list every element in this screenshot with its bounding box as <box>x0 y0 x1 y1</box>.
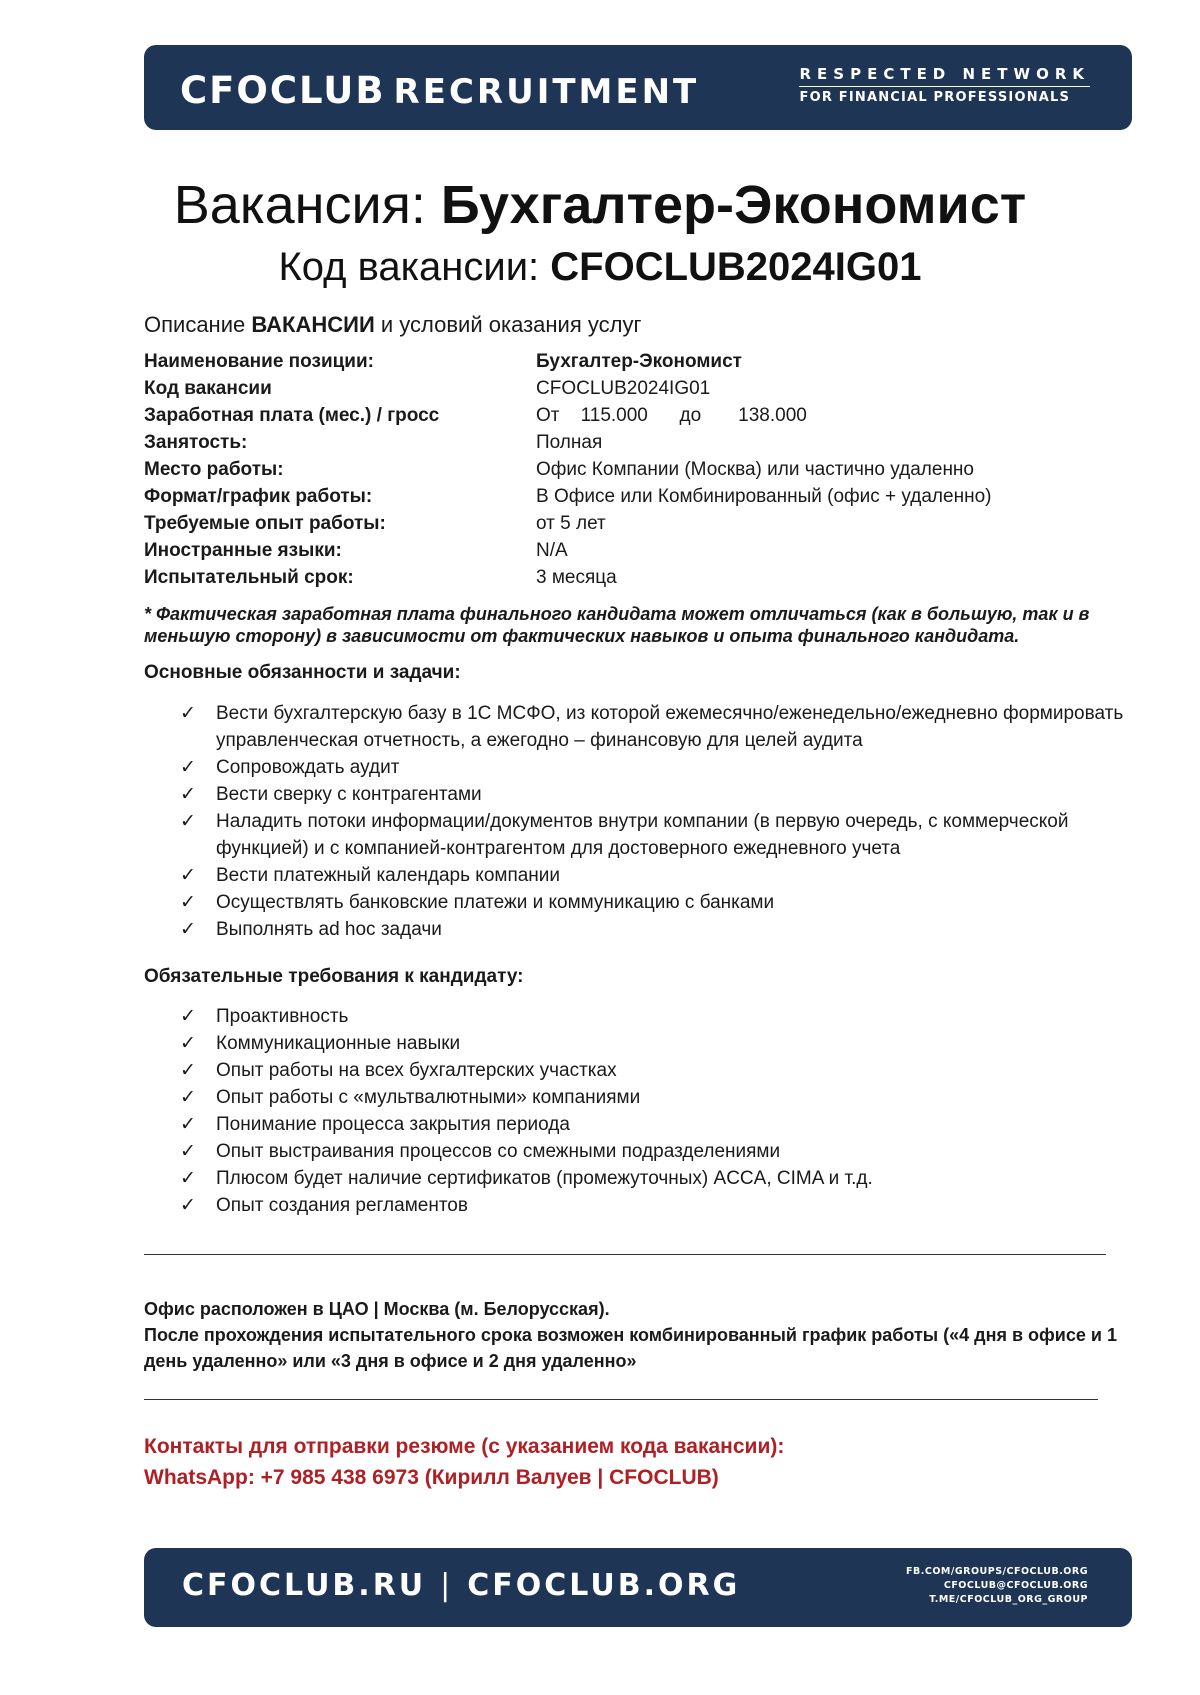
office-info <box>144 1296 1134 1374</box>
list-item <box>144 1138 1134 1165</box>
detail-label: Наименование позиции: <box>144 351 374 372</box>
detail-label: Код вакансии <box>144 378 272 399</box>
footer-separator: | <box>440 1568 454 1603</box>
detail-value: Офис Компании (Москва) или частично удаленно <box>536 459 974 480</box>
list-item <box>144 1192 1134 1219</box>
salary-note: * Фактическая заработная плата финального кандидата может отличаться (как в большую, так и в меньшую сторону) в зависимости от фактических навыков и опыта финального кандидата. <box>144 604 1090 646</box>
check-icon: ✓ <box>180 811 196 832</box>
list-item-text: Наладить потоки информации/документов внутри компании (в первую очередь, с коммерческой функцией) и с компанией-контрагентом для достоверного ежедневного учета <box>216 811 1069 859</box>
check-icon: ✓ <box>180 1060 196 1081</box>
vacancy-code-title <box>0 242 1200 292</box>
divider <box>144 1254 1106 1255</box>
site-link-ru[interactable]: CFOCLUB.RU <box>182 1568 427 1603</box>
list-item <box>144 889 1134 916</box>
check-icon: ✓ <box>180 865 196 886</box>
list-item <box>144 754 1134 781</box>
detail-row <box>144 537 1134 564</box>
check-icon: ✓ <box>180 1195 196 1216</box>
check-icon: ✓ <box>180 1168 196 1189</box>
contacts <box>144 1431 1134 1493</box>
detail-row <box>144 510 1134 537</box>
tagline-line1: RESPECTED NETWORK <box>799 65 1090 87</box>
detail-label: Место работы: <box>144 459 284 480</box>
description-part1: Описание <box>144 312 246 337</box>
list-item <box>144 1057 1134 1084</box>
check-icon: ✓ <box>180 784 196 805</box>
check-icon: ✓ <box>180 1114 196 1135</box>
requirements-list <box>144 1003 1134 1219</box>
description-heading <box>144 312 1134 338</box>
title-prefix: Вакансия: <box>173 175 426 235</box>
detail-value: Бухгалтер-Экономист <box>536 351 742 372</box>
list-item-text: Сопровождать аудит <box>216 757 400 778</box>
description-part3: и условий оказания услуг <box>380 312 642 337</box>
responsibilities-heading: Основные обязанности и задачи: <box>144 662 461 683</box>
list-item <box>144 916 1134 943</box>
check-icon: ✓ <box>180 757 196 778</box>
list-item <box>144 1003 1134 1030</box>
detail-value: N/A <box>536 540 568 561</box>
check-icon: ✓ <box>180 1033 196 1054</box>
detail-value: В Офисе или Комбинированный (офис + удаленно) <box>536 486 992 507</box>
check-icon: ✓ <box>180 1087 196 1108</box>
tagline <box>799 65 1090 105</box>
list-item <box>144 862 1134 889</box>
detail-row <box>144 564 1134 591</box>
check-icon: ✓ <box>180 703 196 724</box>
whatsapp-contact[interactable]: WhatsApp: +7 985 438 6973 (Кирилл Валуев | CFOCLUB) <box>144 1466 719 1489</box>
facebook-link[interactable]: FB.COM/GROUPS/CFOCLUB.ORG <box>906 1566 1088 1577</box>
title-position: Бухгалтер-Экономист <box>440 175 1027 235</box>
details-table <box>144 348 1134 591</box>
detail-row <box>144 402 1134 429</box>
list-item-text: Опыт выстраивания процессов со смежными подразделениями <box>216 1141 781 1162</box>
detail-row <box>144 375 1134 402</box>
footer-banner <box>144 1548 1132 1627</box>
brand-logo <box>180 69 699 112</box>
detail-value: от 5 лет <box>536 513 606 534</box>
list-item-text: Опыт работы на всех бухгалтерских участках <box>216 1060 617 1081</box>
detail-label: Заработная плата (мес.) / гросс <box>144 405 440 426</box>
list-item-text: Вести платежный календарь компании <box>216 865 561 886</box>
email-link[interactable]: CFOCLUB@CFOCLUB.ORG <box>943 1580 1088 1591</box>
list-item-text: Проактивность <box>216 1006 349 1027</box>
detail-value: 3 месяца <box>536 567 617 588</box>
brand-main: CFOCLUB <box>180 69 386 112</box>
check-icon: ✓ <box>180 919 196 940</box>
site-link-org[interactable]: CFOCLUB.ORG <box>467 1568 741 1603</box>
check-icon: ✓ <box>180 892 196 913</box>
footer-contacts <box>906 1565 1088 1607</box>
detail-row <box>144 429 1134 456</box>
list-item <box>144 1084 1134 1111</box>
requirements-heading: Обязательные требования к кандидату: <box>144 966 524 987</box>
list-item <box>144 700 1134 754</box>
description-part2: ВАКАНСИИ <box>251 312 375 337</box>
check-icon: ✓ <box>180 1141 196 1162</box>
detail-row <box>144 348 1134 375</box>
detail-row <box>144 456 1134 483</box>
list-item <box>144 808 1134 862</box>
office-line2: После прохождения испытательного срока возможен комбинированный график работы («4 дня в офисе и 1 день удаленно» или «3 дня в офисе и 2 дня удаленно» <box>144 1325 1117 1371</box>
list-item-text: Понимание процесса закрытия периода <box>216 1114 570 1135</box>
footer-sites <box>182 1568 740 1603</box>
detail-label: Испытательный срок: <box>144 567 354 588</box>
tagline-line2: FOR FINANCIAL PROFESSIONALS <box>799 90 1071 105</box>
list-item-text: Вести бухгалтерскую базу в 1С МСФО, из которой ежемесячно/еженедельно/ежедневно формировать управленческая отчетность, а ежегодно – финансовую для целей аудита <box>216 703 1124 751</box>
header-banner <box>144 45 1132 130</box>
list-item <box>144 781 1134 808</box>
detail-label: Требуемые опыт работы: <box>144 513 386 534</box>
check-icon: ✓ <box>180 1006 196 1027</box>
list-item <box>144 1030 1134 1057</box>
contacts-line1: Контакты для отправки резюме (с указанием кода вакансии): <box>144 1435 785 1458</box>
list-item-text: Вести сверку с контрагентами <box>216 784 482 805</box>
list-item-text: Опыт работы с «мультвалютными» компаниями <box>216 1087 641 1108</box>
list-item-text: Выполнять ad hoc задачи <box>216 919 442 940</box>
list-item <box>144 1111 1134 1138</box>
detail-label: Занятость: <box>144 432 248 453</box>
telegram-link[interactable]: T.ME/CFOCLUB_ORG_GROUP <box>929 1594 1088 1605</box>
office-line1: Офис расположен в ЦАО | Москва (м. Белорусская). <box>144 1299 610 1319</box>
detail-value: Полная <box>536 432 603 453</box>
brand-sub: RECRUITMENT <box>393 72 700 112</box>
detail-label: Формат/график работы: <box>144 486 373 507</box>
list-item <box>144 1165 1134 1192</box>
detail-value: CFOCLUB2024IG01 <box>536 378 711 399</box>
list-item-text: Осуществлять банковские платежи и коммуникацию с банками <box>216 892 775 913</box>
detail-label: Иностранные языки: <box>144 540 342 561</box>
subtitle-code: CFOCLUB2024IG01 <box>550 245 922 289</box>
subtitle-prefix: Код вакансии: <box>278 245 540 289</box>
detail-value: От 115.000 до 138.000 <box>536 405 807 426</box>
divider <box>144 1399 1098 1400</box>
list-item-text: Опыт создания регламентов <box>216 1195 468 1216</box>
detail-row <box>144 483 1134 510</box>
page-title <box>0 172 1200 238</box>
list-item-text: Коммуникационные навыки <box>216 1033 461 1054</box>
list-item-text: Плюсом будет наличие сертификатов (промежуточных) ACCA, CIMA и т.д. <box>216 1168 873 1189</box>
responsibilities-list <box>144 700 1134 943</box>
